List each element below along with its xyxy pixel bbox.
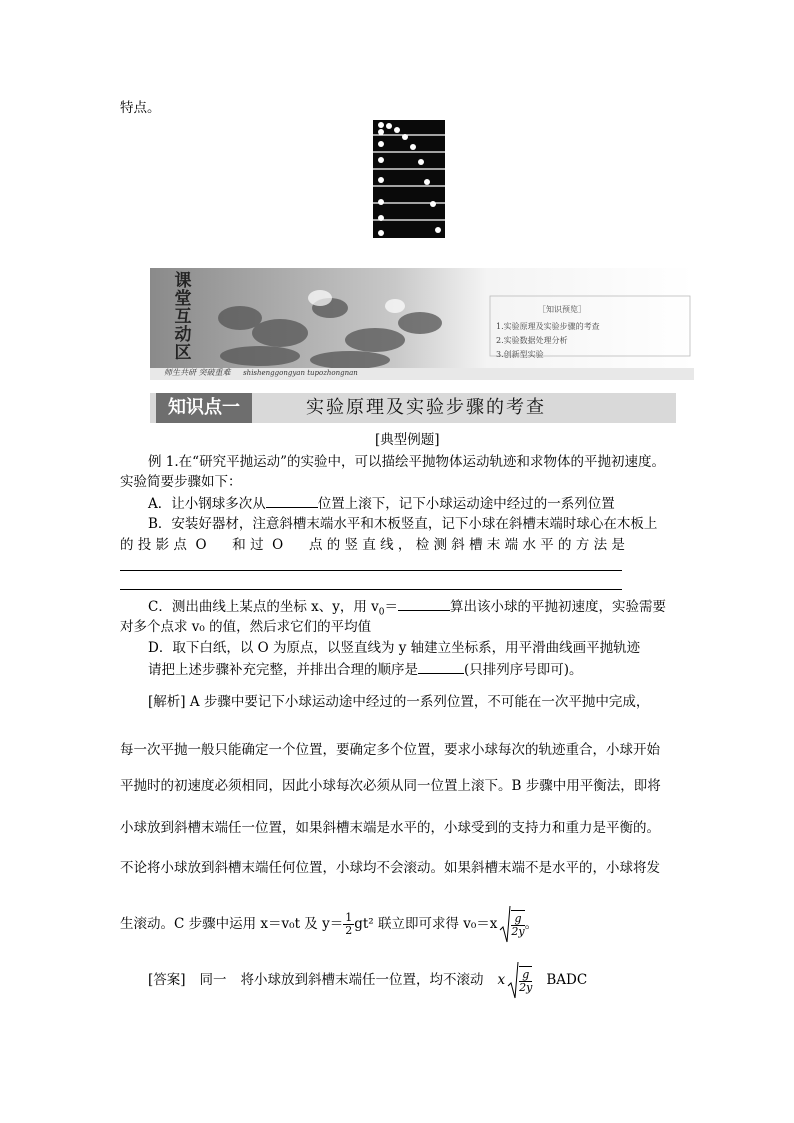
radical-sign-icon bbox=[499, 904, 511, 944]
fraction-denominator: 2 bbox=[345, 923, 353, 937]
blank-c[interactable] bbox=[398, 596, 450, 611]
step-b-line1: B．安装好器材，注意斜槽末端水平和木板竖直，记下小球在斜槽末端时球心在木板上 bbox=[148, 516, 658, 532]
preview-list bbox=[496, 320, 600, 362]
preview-item: 2.实验数据处理分析 bbox=[496, 336, 568, 345]
knowledge-point-label: 知识点一 bbox=[156, 393, 252, 423]
analysis-line: 平抛时的初速度必须相同，因此小球每次必须从同一位置上滚下。B 步骤中用平衡法，即将 bbox=[120, 778, 661, 794]
fraction-numerator: g bbox=[519, 969, 532, 982]
strobe-photo-figure bbox=[373, 120, 445, 238]
sqrt-fraction bbox=[511, 910, 524, 938]
step-a-text: A．让小钢球多次从 bbox=[148, 496, 266, 512]
step-a bbox=[148, 493, 615, 514]
step-c-eq: ＝ bbox=[384, 599, 399, 615]
question-intro-line1: 例 1.在“研究平抛运动”的实验中，可以描绘平抛物体运动轨迹和求物体的平抛初速度。 bbox=[148, 454, 665, 470]
analysis-formula-line bbox=[120, 902, 538, 946]
analysis-text: 生滚动。C 步骤中运用 x＝v₀t 及 y＝ bbox=[120, 916, 344, 932]
analysis-period: 。 bbox=[524, 916, 539, 932]
fraction-denominator: 2y bbox=[511, 925, 525, 938]
step-c-line2: 对多个点求 v₀ 的值，然后求它们的平均值 bbox=[120, 619, 372, 635]
answer-part2: 将小球放到斜槽末端任一位置，均不滚动 bbox=[240, 972, 484, 988]
banner-subtitle-cn: 师生共研 突破重难 bbox=[164, 368, 231, 377]
step-c-text-post: 算出该小球的平抛初速度，实验需要 bbox=[450, 599, 667, 615]
banner-subtitle bbox=[164, 367, 358, 379]
step-b-line2: 的 投 影 点 O 和 过 O 点 的 竖 直 线 ， 检 测 斜 槽 末 端 水 平 的 方 法 是 bbox=[120, 537, 625, 553]
step-a-text-post: 位置上滚下，记下小球运动途中经过的一系列位置 bbox=[317, 496, 615, 512]
section-banner bbox=[150, 268, 694, 380]
answer-x: x bbox=[497, 972, 506, 988]
text-fragment: 特点。 bbox=[120, 100, 161, 116]
banner-subtitle-pinyin: shishenggongyan tupozhongnan bbox=[243, 369, 358, 377]
analysis-text: gt² 联立即可求得 v₀＝x bbox=[354, 916, 498, 932]
step-d-line2 bbox=[148, 659, 583, 680]
analysis-line: [解析] A 步骤中要记下小球运动途中经过的一系列位置，不可能在一次平抛中完成， bbox=[148, 694, 650, 710]
question-intro-line2: 实验简要步骤如下： bbox=[120, 474, 242, 490]
banner-vertical-title bbox=[170, 272, 196, 362]
blank-a[interactable] bbox=[266, 493, 318, 508]
knowledge-point-header bbox=[150, 393, 676, 423]
knowledge-point-title: 实验原理及实验步骤的考查 bbox=[306, 397, 546, 418]
answer-sqrt-expression bbox=[507, 960, 532, 1000]
step-d-line1: D．取下白纸，以 O 为原点，以竖直线为 y 轴建立坐标系，用平滑曲线画平抛轨迹 bbox=[148, 640, 641, 656]
analysis-line: 每一次平抛一般只能确定一个位置，要确定多个位置，要求小球每次的轨迹重合，小球开始 bbox=[120, 742, 660, 758]
radical-sign-icon bbox=[507, 960, 519, 1000]
blank-b-line1[interactable] bbox=[120, 570, 622, 571]
analysis-line: 小球放到斜槽末端任一位置，如果斜槽末端是水平的，小球受到的支持力和重力是平衡的。 bbox=[120, 820, 660, 836]
step-c-text: C．测出曲线上某点的坐标 x、y，用 v bbox=[148, 599, 379, 615]
fraction-numerator: 1 bbox=[345, 910, 353, 924]
step-d-text-post: (只排列序号即可)。 bbox=[464, 662, 583, 678]
answer-line bbox=[148, 958, 587, 1002]
answer-label: [答案] bbox=[148, 972, 186, 988]
analysis-line: 不论将小球放到斜槽末端任何位置，小球均不会滚动。如果斜槽末端不是水平的，小球将发 bbox=[120, 860, 660, 876]
answer-part3: BADC bbox=[546, 972, 588, 988]
blank-d[interactable] bbox=[418, 659, 464, 674]
fraction-numerator: g bbox=[511, 913, 524, 926]
example-heading: [典型例题] bbox=[375, 432, 440, 448]
sqrt-fraction bbox=[519, 966, 532, 994]
preview-item: 1.实验原理及实验步骤的考查 bbox=[496, 322, 600, 331]
banner-char: 课 bbox=[174, 271, 192, 291]
fraction-half bbox=[343, 912, 354, 937]
banner-char: 动 bbox=[174, 325, 192, 345]
banner-char: 堂 bbox=[174, 289, 192, 309]
answer-part1: 同一 bbox=[199, 972, 227, 988]
banner-char: 区 bbox=[174, 343, 192, 363]
blank-b-line2[interactable] bbox=[120, 589, 622, 590]
preview-item: 3.创新型实验 bbox=[496, 350, 544, 359]
sqrt-expression bbox=[499, 904, 524, 944]
step-d-text: 请把上述步骤补充完整，并排出合理的顺序是 bbox=[148, 662, 418, 678]
banner-char: 互 bbox=[174, 307, 192, 327]
preview-title: ［知识预览］ bbox=[538, 305, 586, 314]
fraction-denominator: 2y bbox=[519, 981, 533, 994]
step-c-line1: C．测出曲线上某点的坐标 x、y，用 $v_0=$ 算出该小球的平抛初速度，实验需要 bbox=[148, 596, 666, 623]
